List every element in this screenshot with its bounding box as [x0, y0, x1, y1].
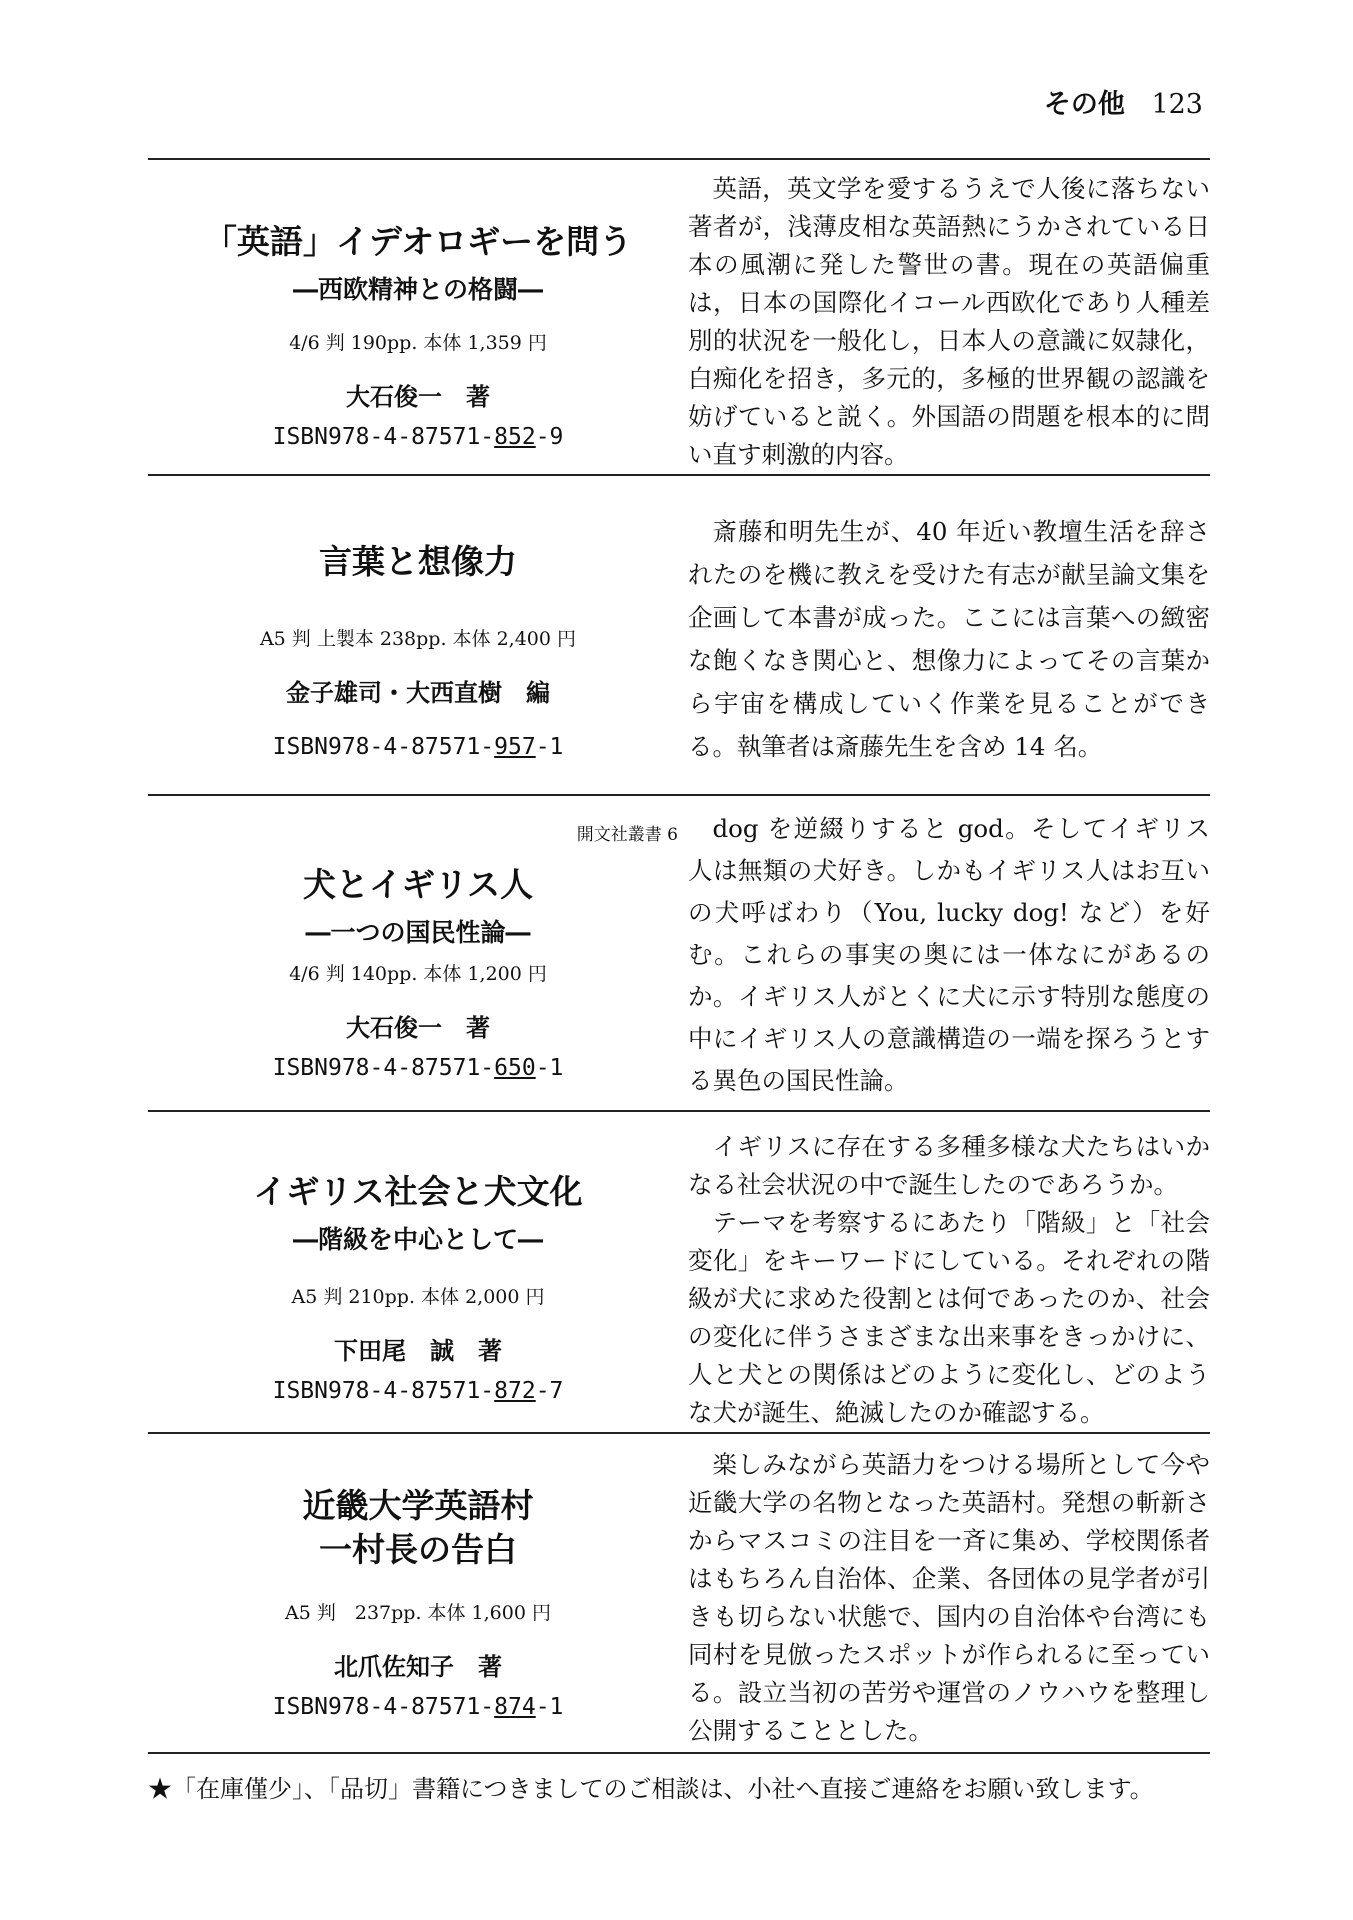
book-isbn: ISBN978-4-87571-874-1 — [272, 1694, 564, 1720]
book-author: 大石俊一 著 — [346, 1014, 490, 1042]
book-title: 近畿大学英語村 — [302, 1486, 534, 1525]
divider — [148, 794, 1210, 796]
book-description — [688, 1128, 1210, 1432]
page-header — [1044, 82, 1203, 121]
book-description: dog を逆綴りすると god。そしてイギリス人は無類の犬好き。しかもイギリス人はお互いの犬呼ばわり（You, lucky dog! など）を好む。これらの事実の奥には一体なにがあるのか。イギリス人がとくに犬に示す特別な態度の中にイギリス人の意識構造の一端を探ろうとする異色の国民性論。 — [688, 814, 1210, 1095]
book-subtitle: ―一つの国民性論― — [305, 918, 531, 947]
book-author: 下田尾 誠 著 — [334, 1337, 502, 1365]
divider — [148, 158, 1210, 160]
book-subtitle: ―西欧精神との格闘― — [292, 275, 543, 304]
book-author: 金子雄司・大西直樹 編 — [286, 679, 550, 707]
book-title: 犬とイギリス人 — [302, 865, 534, 904]
book-spec: A5 判 210pp. 本体 2,000 円 — [291, 1286, 545, 1308]
divider — [148, 1432, 1210, 1434]
description-paragraph: テーマを考察するにあたり「階級」と「社会変化」をキーワードにしている。それぞれの階級が犬に求めた役割とは何であったのか、社会の変化に伴うさまざまな出来事をきっかけに、人と犬との関係はどのように変化し、どのような犬が誕生、絶滅したのか確認する。 — [688, 1208, 1210, 1427]
book-spec: 4/6 判 190pp. 本体 1,359 円 — [289, 332, 547, 354]
book-description: 英語，英文学を愛するうえで人後に落ちない著者が，浅薄皮相な英語熱にうかされている日本の風潮に発した警世の書。現在の英語偏重は，日本の国際化イコール西欧化であり人種差別的状況を一般化し，日本人の意識に奴隷化，白痴化を招き，多元的，多極的世界観の認識を妨げていると説く。外国語の問題を根本的に問い直す刺激的内容。 — [688, 174, 1210, 469]
book-title: 言葉と想像力 — [319, 542, 517, 581]
book-title: イギリス社会と犬文化 — [253, 1172, 583, 1211]
description-paragraph: イギリスに存在する多種多様な犬たちはいかなる社会状況の中で誕生したのであろうか。 — [688, 1132, 1210, 1199]
book-title-line2: 一村長の告白 — [319, 1530, 517, 1569]
divider — [148, 1110, 1210, 1112]
footer-note: ★「在庫僅少」、「品切」書籍につきましてのご相談は、小社へ直接ご連絡をお願い致します。 — [148, 1775, 1154, 1803]
book-entry — [148, 510, 1210, 790]
divider — [148, 474, 1210, 476]
book-isbn: ISBN978-4-87571-957-1 — [272, 734, 564, 760]
book-entry — [148, 1446, 1210, 1746]
book-author: 北爪佐知子 著 — [334, 1653, 502, 1681]
book-spec: A5 判 237pp. 本体 1,600 円 — [285, 1602, 551, 1624]
book-isbn: ISBN978-4-87571-872-7 — [272, 1378, 564, 1404]
divider — [148, 1752, 1210, 1754]
series-label: 開文社叢書 6 — [576, 825, 678, 845]
book-spec: 4/6 判 140pp. 本体 1,200 円 — [289, 963, 547, 985]
book-subtitle: ―階級を中心として― — [292, 1225, 543, 1254]
page-number: 123 — [1151, 89, 1203, 120]
book-entry — [148, 1128, 1210, 1428]
book-author: 大石俊一 著 — [346, 383, 490, 411]
book-description: 楽しみながら英語力をつける場所として今や近畿大学の名物となった英語村。発想の斬新さからマスコミの注目を一斉に集め、学校関係者はもちろん自治体、企業、各団体の見学者が引きも切らない状態で、国内の自治体や台湾にも同村を見倣ったスポットが作られるに至っている。設立当初の苦労や運営のノウハウを整理し公開することとした。 — [688, 1450, 1210, 1745]
book-isbn: ISBN978-4-87571-650-1 — [272, 1055, 564, 1081]
book-description: 斎藤和明先生が、40 年近い教壇生活を辞されたのを機に教えを受けた有志が献呈論文集を企画して本書が成った。ここには言葉への緻密な飽くなき関心と、想像力によってその言葉から宇宙を構成していく作業を見ることができる。執筆者は斎藤先生を含め 14 名。 — [688, 517, 1210, 761]
section-title: その他 — [1043, 89, 1125, 120]
book-spec: A5 判 上製本 238pp. 本体 2,400 円 — [259, 628, 577, 650]
book-entry — [148, 808, 1210, 1108]
book-title: 「英語」イデオロギーを問う — [203, 222, 633, 261]
book-entry — [148, 170, 1210, 470]
book-isbn: ISBN978-4-87571-852-9 — [272, 424, 564, 450]
